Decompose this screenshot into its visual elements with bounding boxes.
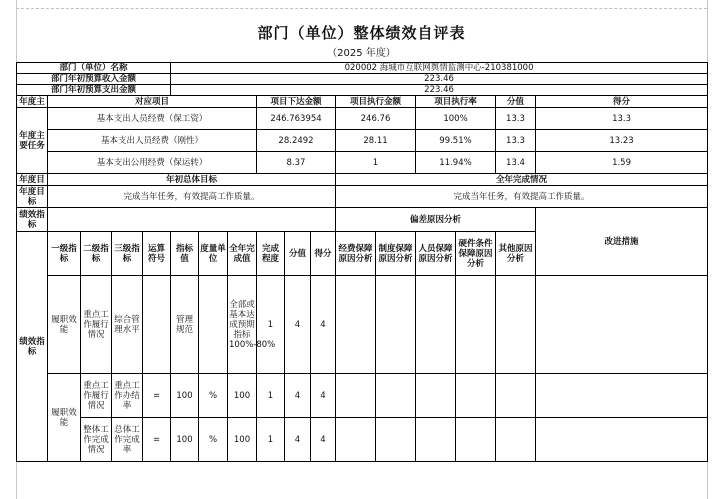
goals-header-row	[17, 174, 708, 186]
completion-text[interactable]: 完成当年任务，有效提高工作质量。	[336, 186, 708, 208]
perf-row	[17, 374, 708, 418]
deviation-cell[interactable]	[376, 374, 416, 418]
annual-main-task-label: 年度主要任务	[17, 108, 48, 174]
perf-row	[17, 418, 708, 462]
budget-header-executed: 项目执行金额	[336, 96, 416, 108]
perf-l2[interactable]: 重点工作履行情况	[81, 374, 112, 418]
improve-cell[interactable]	[536, 276, 708, 374]
perf-l2[interactable]: 重点工作履行情况	[81, 276, 112, 374]
perf-label-main: 绩效指标	[17, 232, 48, 462]
perf-header-deg: 完成程度	[257, 232, 285, 276]
perf-header-unit: 度量单位	[199, 232, 228, 276]
perf-header-l3: 三级指标	[112, 232, 143, 276]
budget-header-got: 得分	[536, 96, 708, 108]
budget-rate[interactable]: 11.94%	[416, 152, 496, 174]
perf-header-l2: 二级指标	[81, 232, 112, 276]
perf-got[interactable]: 4	[311, 418, 336, 462]
perf-score[interactable]: 4	[285, 276, 311, 374]
perf-deg[interactable]: 1	[257, 374, 285, 418]
budget-header-score: 分值	[496, 96, 536, 108]
budget-name[interactable]: 基本支出人员经费（保工资）	[48, 108, 257, 130]
deviation-cell[interactable]	[376, 276, 416, 374]
perf-got[interactable]: 4	[311, 276, 336, 374]
dept-value[interactable]: 020002 海城市互联网舆情监测中心-210381000	[171, 63, 708, 74]
budget-rate[interactable]: 100%	[416, 108, 496, 130]
perf-header-val: 指标值	[171, 232, 199, 276]
perf-header-score: 分值	[285, 232, 311, 276]
annual-main-label: 年度主	[17, 96, 48, 108]
budget-executed[interactable]: 28.11	[336, 130, 416, 152]
perf-l1[interactable]: 履职效能	[48, 276, 81, 374]
perf-top-row	[17, 208, 708, 232]
deviation-cell[interactable]	[456, 276, 496, 374]
perf-op[interactable]: =	[143, 374, 171, 418]
perf-unit[interactable]: %	[199, 418, 228, 462]
deviation-hardware: 硬件条件保障原因分析	[456, 232, 496, 276]
perf-val[interactable]: 100	[171, 418, 199, 462]
perf-l2[interactable]: 整体工作完成情况	[81, 418, 112, 462]
perf-l1[interactable]: 履职效能	[48, 374, 81, 462]
perf-deg[interactable]: 1	[257, 418, 285, 462]
perf-row	[17, 276, 708, 374]
completion-header: 全年完成情况	[336, 174, 708, 186]
perf-l3[interactable]: 重点工作办结率	[112, 374, 143, 418]
deviation-cell[interactable]	[416, 374, 456, 418]
perf-header-op: 运算符号	[143, 232, 171, 276]
deviation-cell[interactable]	[416, 418, 456, 462]
budget-got[interactable]: 1.59	[536, 152, 708, 174]
budget-score[interactable]: 13.3	[496, 108, 536, 130]
perf-done[interactable]: 100	[228, 418, 257, 462]
budget-header-row	[17, 96, 708, 108]
budget-got[interactable]: 13.3	[536, 108, 708, 130]
budget-got[interactable]: 13.23	[536, 130, 708, 152]
perf-val[interactable]: 100	[171, 374, 199, 418]
budget-executed[interactable]: 1	[336, 152, 416, 174]
budget-header-rate: 项目执行率	[416, 96, 496, 108]
initial-goal-header: 年初总体目标	[48, 174, 336, 186]
budget-row	[17, 108, 708, 130]
budget-row	[17, 130, 708, 152]
deviation-cell[interactable]	[456, 374, 496, 418]
perf-score[interactable]: 4	[285, 374, 311, 418]
income-row	[17, 74, 708, 85]
page-title: 部门（单位）整体绩效自评表	[257, 24, 466, 42]
expense-label: 部门年初预算支出金额	[17, 85, 171, 96]
budget-score[interactable]: 13.3	[496, 130, 536, 152]
initial-goal-text[interactable]: 完成当年任务，有效提高工作质量。	[48, 186, 336, 208]
self-evaluation-table	[16, 62, 708, 462]
perf-unit[interactable]	[199, 276, 228, 374]
income-label: 部门年初预算收入金额	[17, 74, 171, 85]
budget-header-issued: 项目下达金额	[257, 96, 336, 108]
perf-op[interactable]	[143, 276, 171, 374]
deviation-other: 其他原因分析	[496, 232, 536, 276]
goals-row	[17, 186, 708, 208]
deviation-personnel: 人员保障原因分析	[416, 232, 456, 276]
budget-score[interactable]: 13.4	[496, 152, 536, 174]
perf-score[interactable]: 4	[285, 418, 311, 462]
budget-name[interactable]: 基本支出人员经费（刚性）	[48, 130, 257, 152]
deviation-cell[interactable]	[336, 276, 376, 374]
budget-name[interactable]: 基本支出公用经费（保运转）	[48, 152, 257, 174]
perf-got[interactable]: 4	[311, 374, 336, 418]
budget-issued[interactable]: 8.37	[257, 152, 336, 174]
perf-val[interactable]: 管理规范	[171, 276, 199, 374]
deviation-cell[interactable]	[336, 374, 376, 418]
page-break-line	[16, 8, 707, 9]
perf-op[interactable]: =	[143, 418, 171, 462]
deviation-cell[interactable]	[416, 276, 456, 374]
perf-l3[interactable]: 总体工作完成率	[112, 418, 143, 462]
perf-header-got: 得分	[311, 232, 336, 276]
perf-header-l1: 一级指标	[48, 232, 81, 276]
perf-l3[interactable]: 综合管理水平	[112, 276, 143, 374]
perf-top-blank	[48, 208, 336, 232]
annual-goal-label: 年度目	[17, 174, 48, 186]
deviation-cell[interactable]	[496, 276, 536, 374]
perf-deg[interactable]: 1	[257, 276, 285, 374]
perf-done[interactable]: 全部或基本达成预期指标100%-80%	[228, 276, 257, 374]
annual-goal-label-2: 年度目标	[17, 186, 48, 208]
improve-cell[interactable]	[536, 374, 708, 418]
budget-row	[17, 152, 708, 174]
perf-label-top: 绩效指标	[17, 208, 48, 232]
deviation-system: 制度保障原因分析	[376, 232, 416, 276]
expense-row	[17, 85, 708, 96]
deviation-cell[interactable]	[496, 374, 536, 418]
dept-row	[17, 63, 708, 74]
budget-header-project: 对应项目	[48, 96, 257, 108]
income-value[interactable]: 223.46	[171, 74, 708, 85]
deviation-header: 偏差原因分析	[336, 208, 536, 232]
deviation-funding: 经费保障原因分析	[336, 232, 376, 276]
page-subtitle: （2025 年度）	[327, 48, 396, 59]
deviation-cell[interactable]	[496, 418, 536, 462]
perf-done[interactable]: 100	[228, 374, 257, 418]
budget-issued[interactable]: 246.763954	[257, 108, 336, 130]
expense-value[interactable]: 223.46	[171, 85, 708, 96]
perf-unit[interactable]: %	[199, 374, 228, 418]
perf-header-done: 全年完成值	[228, 232, 257, 276]
budget-rate[interactable]: 99.51%	[416, 130, 496, 152]
budget-issued[interactable]: 28.2492	[257, 130, 336, 152]
deviation-cell[interactable]	[456, 418, 496, 462]
dept-label: 部门（单位）名称	[17, 63, 171, 74]
budget-executed[interactable]: 246.76	[336, 108, 416, 130]
improve-cell[interactable]	[536, 418, 708, 462]
deviation-cell[interactable]	[336, 418, 376, 462]
improve-header: 改进措施	[536, 208, 708, 276]
deviation-cell[interactable]	[376, 418, 416, 462]
